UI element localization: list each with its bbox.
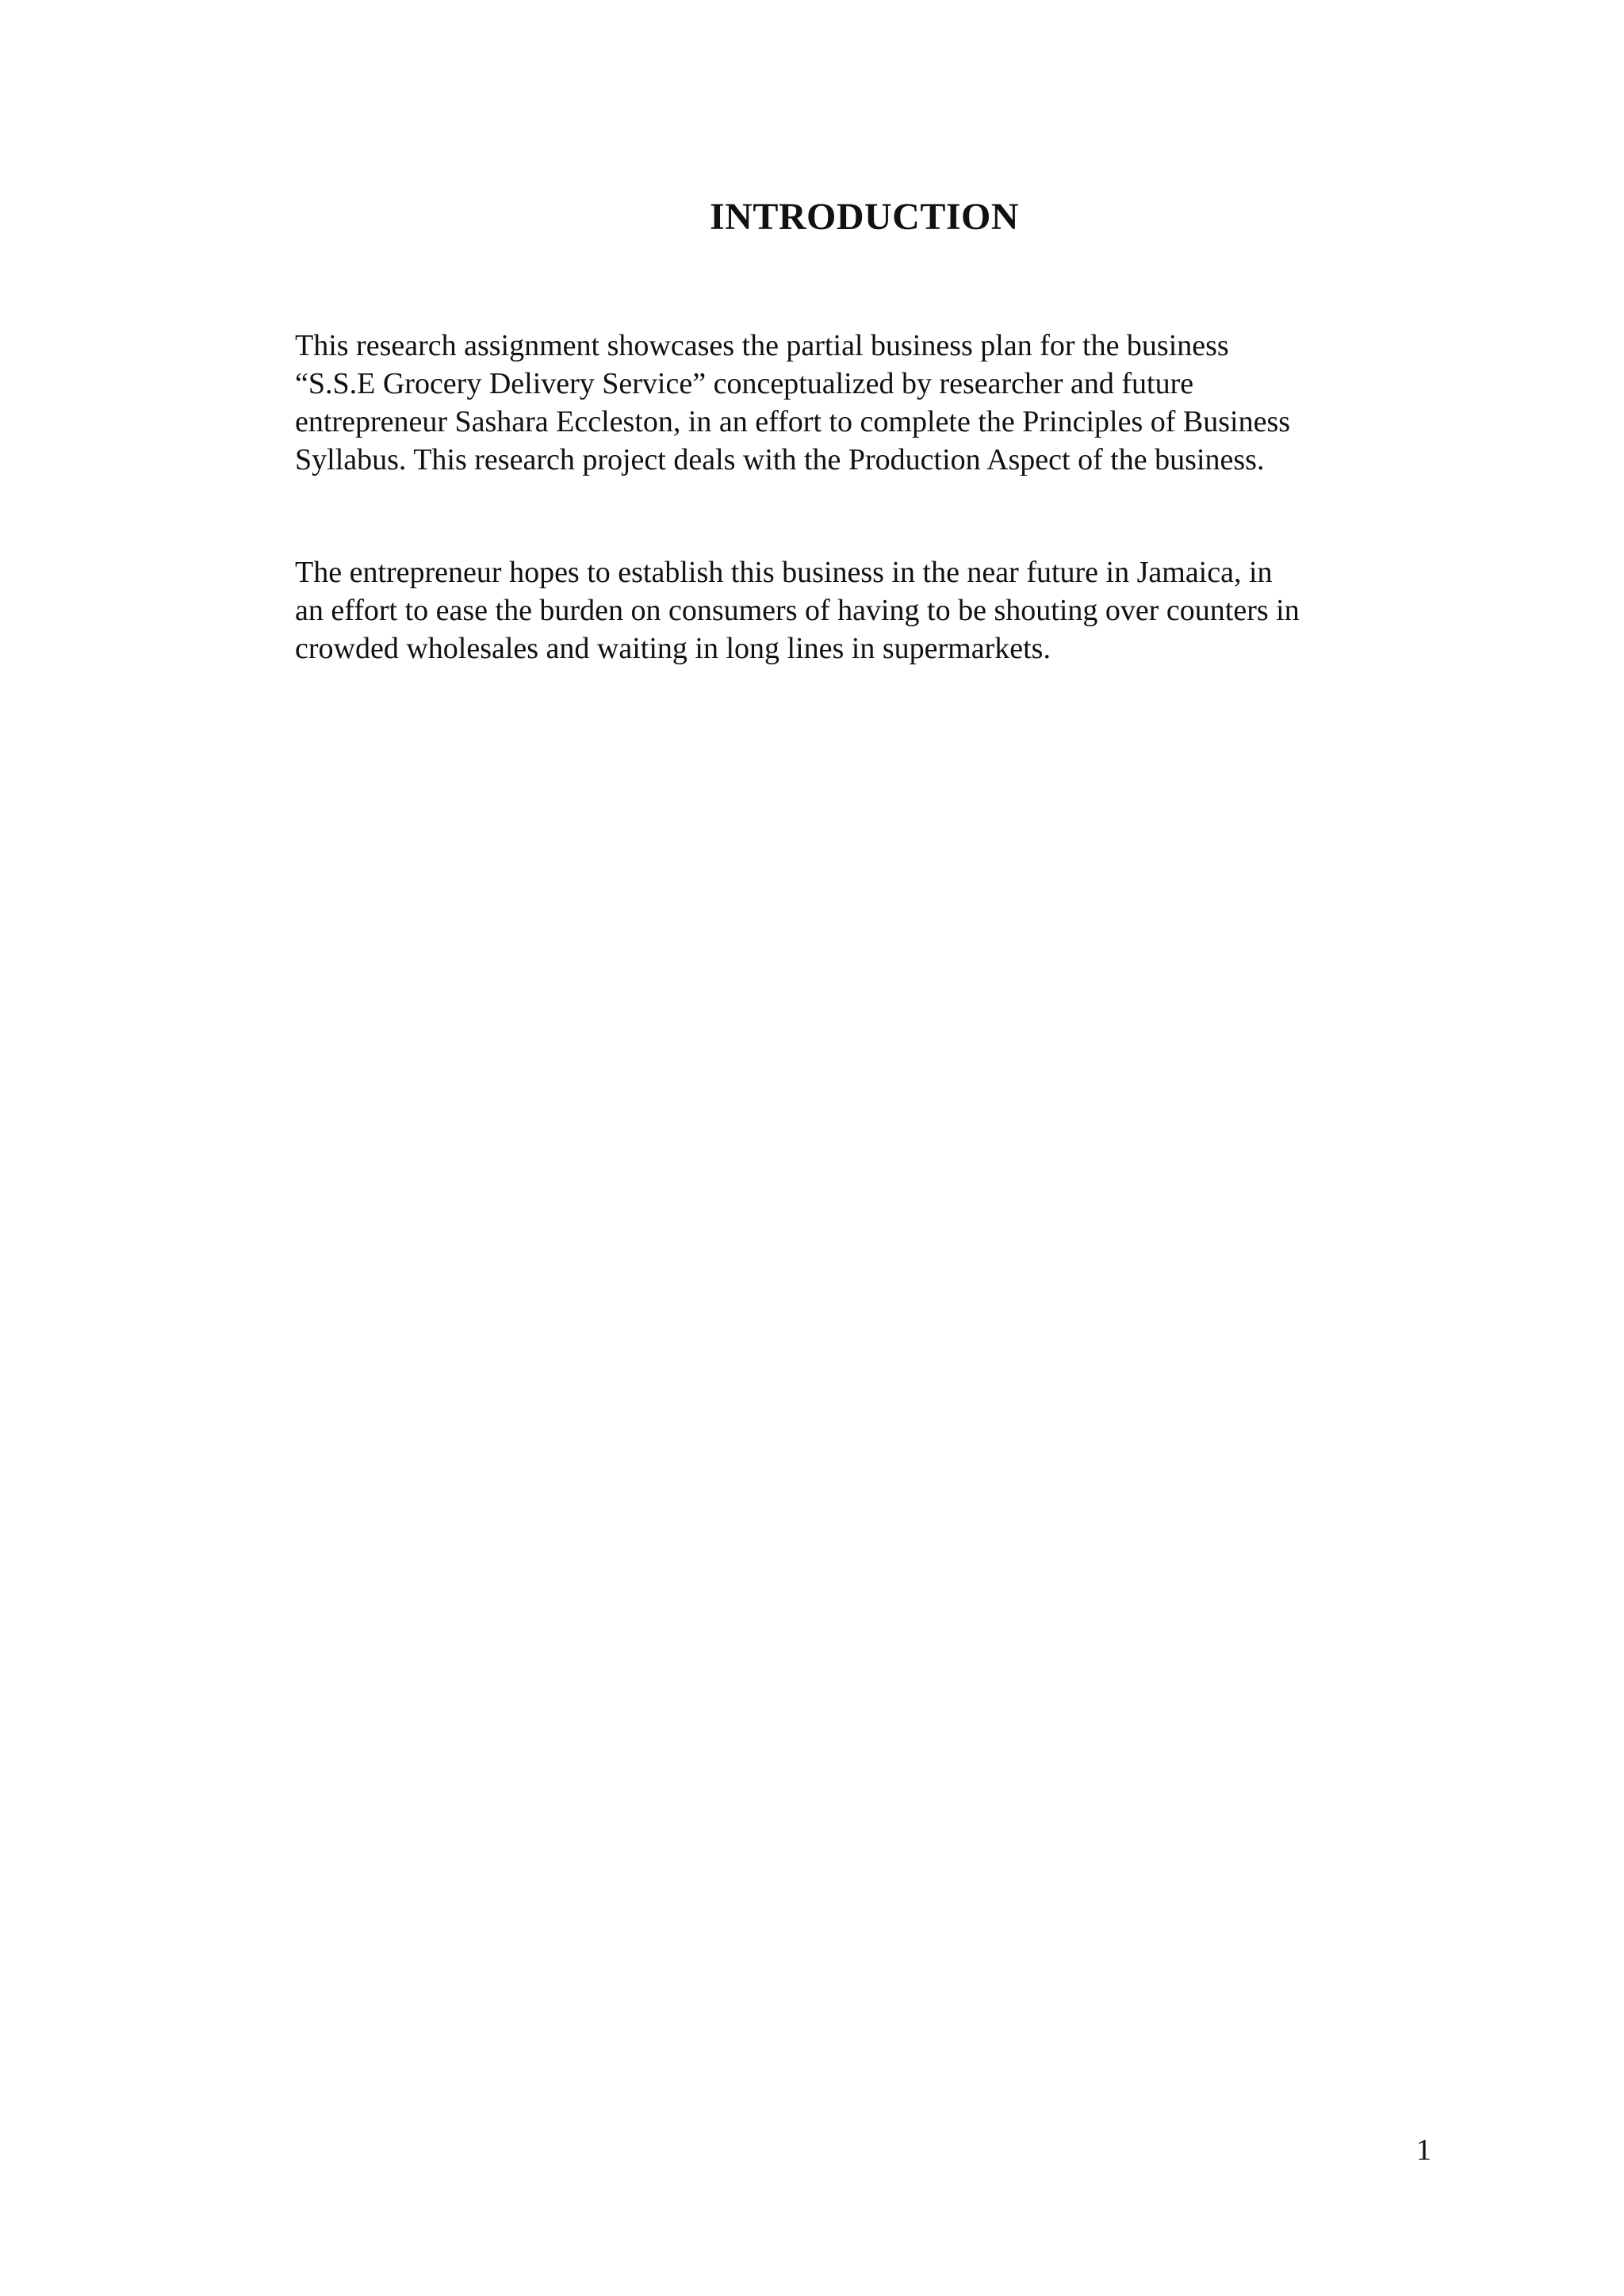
paragraph-line: Syllabus. This research project deals with the Production Aspect of the business. xyxy=(295,443,1265,476)
page-title: INTRODUCTION xyxy=(709,196,1020,238)
paragraph-intro xyxy=(295,327,1421,479)
paragraph-line: This research assignment showcases the partial business plan for the business xyxy=(295,329,1229,362)
paragraph-line: an effort to ease the burden on consumers of having to be shouting over counters in xyxy=(295,594,1300,627)
paragraph-goal xyxy=(295,553,1421,668)
paragraph-line: “S.S.E Grocery Delivery Service” conceptualized by researcher and future xyxy=(295,367,1194,400)
paragraph-line: The entrepreneur hopes to establish this business in the near future in Jamaica, in xyxy=(295,556,1273,589)
paragraph-line: crowded wholesales and waiting in long lines in supermarkets. xyxy=(295,632,1051,665)
paragraph-line: entrepreneur Sashara Eccleston, in an effort to complete the Principles of Business xyxy=(295,405,1291,438)
page-number: 1 xyxy=(1416,2133,1431,2167)
